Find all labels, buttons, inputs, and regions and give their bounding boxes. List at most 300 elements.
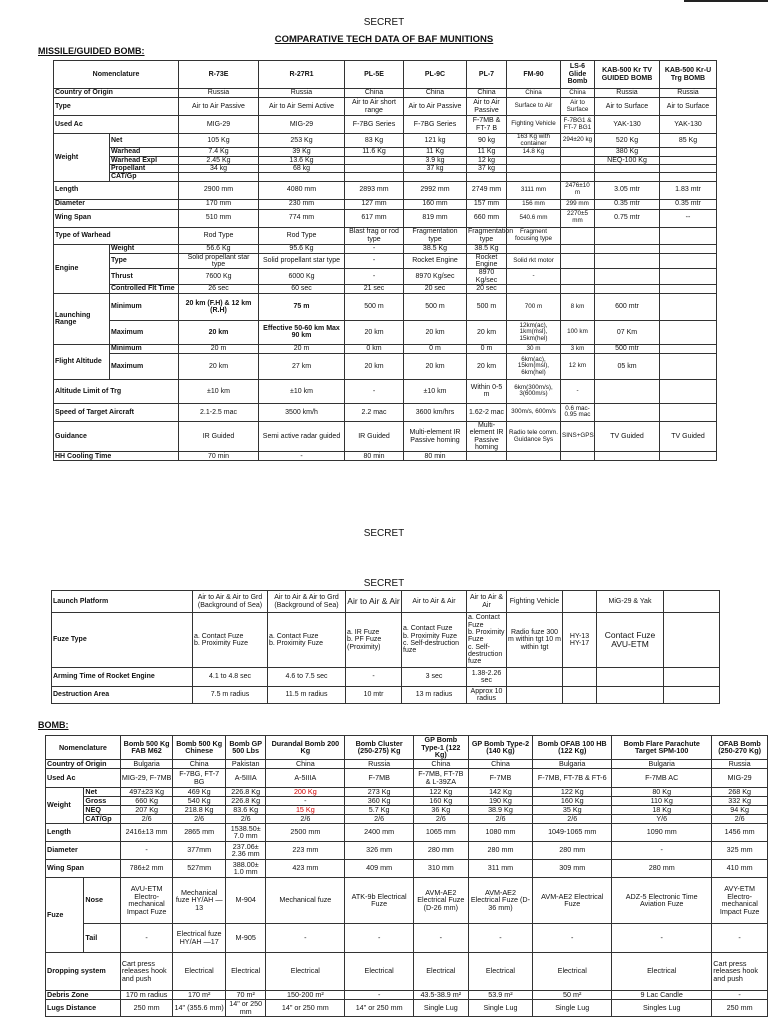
table-cell: MiG-29 & Yak xyxy=(597,591,664,613)
table-cell: 2900 mm xyxy=(179,181,259,199)
table-cell: Effective 50-60 km Max 90 km xyxy=(259,320,345,344)
table-cell: 37 kg xyxy=(467,164,507,172)
table-cell: ADZ-5 Electronic Time Aviation Fuze xyxy=(612,877,712,923)
table-cell: 70 m² xyxy=(225,990,265,999)
table-cell: a. Contact Fuze b. Proximity Fuze xyxy=(193,613,268,668)
table-cell xyxy=(561,284,595,293)
table-cell: 520 Kg xyxy=(595,134,660,148)
row-sub-label: Tail xyxy=(84,923,120,952)
table-cell: 660 mm xyxy=(467,209,507,227)
table-cell: 26 sec xyxy=(179,284,259,293)
table-cell: - xyxy=(507,269,561,285)
table-cell xyxy=(664,668,720,687)
row-label: Wing Span xyxy=(46,859,121,877)
table-cell: 3600 km/hrs xyxy=(404,403,467,421)
table-cell: 56.6 Kg xyxy=(179,244,259,253)
table-cell xyxy=(259,173,345,181)
table-cell: 53.9 m² xyxy=(468,990,533,999)
table-row xyxy=(54,156,717,164)
table-cell: 14.8 Kg xyxy=(507,148,561,156)
table-row xyxy=(46,759,768,768)
table-row xyxy=(46,768,768,787)
table-cell xyxy=(507,244,561,253)
table-cell: TV Guided xyxy=(595,421,660,451)
table-cell xyxy=(507,668,563,687)
table-cell: China xyxy=(266,759,345,768)
table-cell: 310 mm xyxy=(414,859,469,877)
table-cell: 83.6 Kg xyxy=(225,805,265,814)
row-label: Wing Span xyxy=(54,209,179,227)
table-row xyxy=(52,613,720,668)
table-cell: China xyxy=(468,759,533,768)
table-cell: 273 Kg xyxy=(345,787,414,796)
table-cell: 35 Kg xyxy=(533,805,612,814)
table-cell: Air to Air Passive xyxy=(467,98,507,116)
table-cell: Air to Air & Air to Grd (Background of Sea) xyxy=(268,591,346,613)
table-cell: 11.5 m radius xyxy=(268,687,346,704)
table-cell: 14" or 250 mm xyxy=(266,999,345,1016)
table-cell: Solid propellant star type xyxy=(259,253,345,269)
table-cell: TV Guided xyxy=(660,421,717,451)
table-cell: 38.5 Kg xyxy=(404,244,467,253)
table-cell: 190 Kg xyxy=(468,796,533,805)
row-sub-label: CAT/Gp xyxy=(110,173,179,181)
table-cell: 1065 mm xyxy=(414,823,469,841)
row-sub-label: Controlled Flt Time xyxy=(110,284,179,293)
table-cell: 7600 Kg xyxy=(179,269,259,285)
row-sub-label: Type xyxy=(110,253,179,269)
row-label: Country of Origin xyxy=(54,89,179,98)
table-cell: Contact Fuze AVU-ETM xyxy=(597,613,664,668)
table-cell xyxy=(561,269,595,285)
table-cell: 1.38-2.26 sec xyxy=(467,668,507,687)
table-cell: 600 mtr xyxy=(595,293,660,320)
table-cell: 280 mm xyxy=(414,841,469,859)
table-cell: - xyxy=(712,923,768,952)
table-header-cell: GP Bomb Type-1 (122 Kg) xyxy=(414,736,469,760)
table-cell: Air to Air Passive xyxy=(404,98,467,116)
table-cell: 156 mm xyxy=(507,199,561,209)
table-cell: Mechanical fuze HY/AH —13 xyxy=(173,877,226,923)
table-cell: 2/6 xyxy=(225,814,265,823)
table-cell: Bulgaria xyxy=(612,759,712,768)
table-cell: 1.62-2 mac xyxy=(467,403,507,421)
table-cell: 30 m xyxy=(507,344,561,353)
table-row xyxy=(54,320,717,344)
table-cell: 500 m xyxy=(404,293,467,320)
table-row xyxy=(46,787,768,796)
table-cell: Fragmentation type xyxy=(404,227,467,244)
row-group-label: Flight Altitude xyxy=(54,344,110,379)
classification-mid: SECRET xyxy=(363,528,405,539)
table-cell: 122 Kg xyxy=(533,787,612,796)
table-cell xyxy=(660,353,717,379)
row-group-label: Weight xyxy=(54,134,110,182)
table-cell: 20 sec xyxy=(404,284,467,293)
table-row xyxy=(54,209,717,227)
table-cell xyxy=(561,227,595,244)
table-cell xyxy=(595,227,660,244)
table-cell xyxy=(660,173,717,181)
missile-table xyxy=(53,60,717,461)
row-sub-label: Minimum xyxy=(110,293,179,320)
table-cell xyxy=(179,173,259,181)
table-cell: - xyxy=(266,796,345,805)
table-cell: 3 km xyxy=(561,344,595,353)
table-cell: Multi-element IR Passive homing xyxy=(404,421,467,451)
table-cell xyxy=(660,227,717,244)
table-header-cell: Bomb OFAB 100 HB (122 Kg) xyxy=(533,736,612,760)
table-cell: a. Contact Fuze b. Proximity Fuze c. Self-destruction fuze xyxy=(402,613,467,668)
table-cell: 20 km xyxy=(467,320,507,344)
row-label: Arming Time of Rocket Engine xyxy=(52,668,193,687)
table-cell: 83 Kg xyxy=(345,134,404,148)
table-cell: 07 Km xyxy=(595,320,660,344)
table-cell: YAK-130 xyxy=(660,116,717,134)
table-cell: Solid propellant star type xyxy=(179,253,259,269)
table-cell: Multi-element IR Passive homing xyxy=(467,421,507,451)
table-cell xyxy=(561,253,595,269)
row-sub-label: Nose xyxy=(84,877,120,923)
table-cell: 2/6 xyxy=(533,814,612,823)
table-cell: Rocket Engine xyxy=(467,253,507,269)
table-cell: Mechanical fuze xyxy=(266,877,345,923)
table-cell: Russia xyxy=(712,759,768,768)
table-cell: 170 m² xyxy=(173,990,226,999)
table-cell xyxy=(563,687,597,704)
table-cell: 170 m radius xyxy=(120,990,173,999)
table-cell: 4.6 to 7.5 sec xyxy=(268,668,346,687)
table-cell: Rocket Engine xyxy=(404,253,467,269)
table-cell: 27 km xyxy=(259,353,345,379)
table-cell xyxy=(467,452,507,461)
table-header-cell: Bomb GP 500 Lbs xyxy=(225,736,265,760)
table-cell: 2992 mm xyxy=(404,181,467,199)
table-cell: 05 km xyxy=(595,353,660,379)
row-label: Guidance xyxy=(54,421,179,451)
table-row xyxy=(46,990,768,999)
table-row xyxy=(46,859,768,877)
table-header-cell: R-27R1 xyxy=(259,61,345,89)
table-row xyxy=(46,814,768,823)
table-cell: Air to Air & Air xyxy=(467,591,507,613)
table-cell: 540.6 mm xyxy=(507,209,561,227)
table-cell: 3.05 mtr xyxy=(595,181,660,199)
table-cell: 280 mm xyxy=(612,859,712,877)
table-cell: 10 mtr xyxy=(346,687,402,704)
table-row xyxy=(54,89,717,98)
table-cell: F-7MB, FT-7B & L-39ZA xyxy=(414,768,469,787)
table-cell: 12km(ac), 1km(msl), 15km(hel) xyxy=(507,320,561,344)
table-cell xyxy=(507,452,561,461)
table-cell: 280 mm xyxy=(533,841,612,859)
table-cell: 2.45 Kg xyxy=(179,156,259,164)
table-cell xyxy=(561,173,595,181)
table-cell: 20 km (F.H) & 12 km (R.H) xyxy=(179,293,259,320)
table-cell xyxy=(595,403,660,421)
table-cell: F-7MB xyxy=(468,768,533,787)
table-cell: 14" (355.6 mm) xyxy=(173,999,226,1016)
table-cell: Single Lug xyxy=(468,999,533,1016)
table-cell: 0.35 mtr xyxy=(595,199,660,209)
table-cell: 11 Kg xyxy=(404,148,467,156)
table-cell: Electrical xyxy=(266,952,345,990)
table-cell: 20 km xyxy=(345,353,404,379)
table-cell xyxy=(597,668,664,687)
table-cell: Electrical xyxy=(345,952,414,990)
table-cell: 6km(ac), 15km(msl), 6km(hel) xyxy=(507,353,561,379)
table-row xyxy=(54,98,717,116)
row-label: Used Ac xyxy=(46,768,121,787)
table-cell: 95.6 Kg xyxy=(259,244,345,253)
table-cell: 311 mm xyxy=(468,859,533,877)
row-label: Fuze Type xyxy=(52,613,193,668)
table-cell: China xyxy=(507,89,561,98)
table-cell xyxy=(660,269,717,285)
table-cell: Electrical xyxy=(468,952,533,990)
table-cell: - xyxy=(345,253,404,269)
table-cell: 5.7 Kg xyxy=(345,805,414,814)
table-cell: 230 mm xyxy=(259,199,345,209)
table-cell: 21 sec xyxy=(345,284,404,293)
table-cell: 377mm xyxy=(173,841,226,859)
table-cell: Electrical xyxy=(225,952,265,990)
row-label: Diameter xyxy=(54,199,179,209)
table-cell: 2/6 xyxy=(173,814,226,823)
table-cell: - xyxy=(612,841,712,859)
table-cell: 12 km xyxy=(561,353,595,379)
table-cell: Electrical xyxy=(533,952,612,990)
table-cell xyxy=(660,293,717,320)
table-cell xyxy=(404,173,467,181)
table-row xyxy=(52,687,720,704)
table-cell: 20 km xyxy=(179,320,259,344)
table-row xyxy=(52,668,720,687)
table-cell: 510 mm xyxy=(179,209,259,227)
table-cell xyxy=(595,452,660,461)
table-cell: 94 Kg xyxy=(712,805,768,814)
table-cell: 300m/s, 600m/s xyxy=(507,403,561,421)
table-row xyxy=(54,173,717,181)
table-cell: 2476±10 m xyxy=(561,181,595,199)
table-cell: 8970 Kg/sec xyxy=(404,269,467,285)
table-cell: 11.6 Kg xyxy=(345,148,404,156)
table-cell: China xyxy=(345,89,404,98)
table-cell: - xyxy=(414,923,469,952)
table-cell: Electrical xyxy=(173,952,226,990)
section-bomb-title: BOMB: xyxy=(38,720,69,730)
table-cell: 0 m xyxy=(404,344,467,353)
table-cell: 80 min xyxy=(404,452,467,461)
table-header-cell: Nomenclature xyxy=(46,736,121,760)
table-cell: 2/6 xyxy=(712,814,768,823)
table-cell: Rod Type xyxy=(179,227,259,244)
row-sub-label: Warhead Expl xyxy=(110,156,179,164)
table-cell xyxy=(660,284,717,293)
table-cell: Y/6 xyxy=(612,814,712,823)
table-cell: 7.4 Kg xyxy=(179,148,259,156)
table-row xyxy=(54,284,717,293)
table-row xyxy=(46,952,768,990)
table-cell: 250 mm xyxy=(712,999,768,1016)
table-cell: 11 Kg xyxy=(467,148,507,156)
table-cell: 38.9 Kg xyxy=(468,805,533,814)
table-cell: 200 Kg xyxy=(266,787,345,796)
table-cell: SINS+GPS xyxy=(561,421,595,451)
table-cell: Air to Air & Air xyxy=(402,591,467,613)
table-header-cell: LS-6 Glide Bomb xyxy=(561,61,595,89)
table-cell: AVM-AE2 Electrical Fuze (D-36 mm) xyxy=(468,877,533,923)
table-cell xyxy=(507,164,561,172)
table-header-cell: Bomb 500 Kg Chinese xyxy=(173,736,226,760)
table-cell: Air to Air Passive xyxy=(179,98,259,116)
table-cell: F-7BG1 & FT-7 BG1 xyxy=(561,116,595,134)
table-cell: 20 km xyxy=(404,320,467,344)
table-cell: China xyxy=(173,759,226,768)
table-cell: 14" or 250 mm xyxy=(225,999,265,1016)
row-label: Country of Origin xyxy=(46,759,121,768)
table-cell: F-7BG, FT-7 BG xyxy=(173,768,226,787)
table-cell: 150-200 m² xyxy=(266,990,345,999)
table-cell xyxy=(561,244,595,253)
table-cell xyxy=(595,253,660,269)
table-cell: YAK-130 xyxy=(595,116,660,134)
section-missile-title: MISSILE/GUIDED BOMB: xyxy=(38,46,145,56)
table-cell xyxy=(664,613,720,668)
table-cell: Single Lug xyxy=(414,999,469,1016)
table-header-cell: Bomb 500 Kg FAB M62 xyxy=(120,736,173,760)
table-cell: Fighting Vehicle xyxy=(507,116,561,134)
table-cell: 700 m xyxy=(507,293,561,320)
row-group-label: Engine xyxy=(54,244,110,293)
table-cell: 20 km xyxy=(467,353,507,379)
table-cell: M-905 xyxy=(225,923,265,952)
row-label: Length xyxy=(46,823,121,841)
table-cell: 2.1-2.5 mac xyxy=(179,403,259,421)
table-cell xyxy=(563,591,597,613)
table-cell: 0.6 mac-0.95 mac xyxy=(561,403,595,421)
table-header-cell: Bomb Cluster (250-275) Kg xyxy=(345,736,414,760)
table-row xyxy=(46,841,768,859)
table-cell xyxy=(664,591,720,613)
table-cell: - xyxy=(346,668,402,687)
table-cell: - xyxy=(561,379,595,403)
table-row xyxy=(54,379,717,403)
table-cell: F-7MB AC xyxy=(612,768,712,787)
table-cell: 332 Kg xyxy=(712,796,768,805)
bomb-table xyxy=(45,735,768,1017)
table-cell: Pakistan xyxy=(225,759,265,768)
table-cell: 223 mm xyxy=(266,841,345,859)
table-row xyxy=(54,164,717,172)
table-cell: 34 kg xyxy=(179,164,259,172)
table-cell: 380 Kg xyxy=(595,148,660,156)
table-cell: 0 km xyxy=(345,344,404,353)
table-cell: a. Contact Fuze b. Proximity Fuze c. Self-destruction fuze xyxy=(467,613,507,668)
table-cell: - xyxy=(345,379,404,403)
table-header-cell: GP Bomb Type-2 (140 Kg) xyxy=(468,736,533,760)
table-cell: - xyxy=(612,923,712,952)
table-cell: Fragmentation type xyxy=(468,228,514,243)
table-cell: - xyxy=(345,923,414,952)
table-cell xyxy=(660,403,717,421)
table-cell: 268 Kg xyxy=(712,787,768,796)
table-cell: A-5IIIA xyxy=(225,768,265,787)
table-row xyxy=(54,244,717,253)
row-sub-label: Maximum xyxy=(110,320,179,344)
table-cell: 0 m xyxy=(467,344,507,353)
table-cell: Air to Air & Air xyxy=(346,591,402,613)
table-cell: 70 min xyxy=(179,452,259,461)
table-cell: 660 Kg xyxy=(120,796,173,805)
table-cell: 122 Kg xyxy=(414,787,469,796)
table-header-cell: PL-9C xyxy=(404,61,467,89)
table-cell xyxy=(664,687,720,704)
table-cell: 1080 mm xyxy=(468,823,533,841)
table-cell xyxy=(561,148,595,156)
table-cell: Radio fuze 300 m within tgt 10 m within tgt xyxy=(507,613,563,668)
row-sub-label: Net xyxy=(110,134,179,148)
table-cell: 9 Lac Candle xyxy=(612,990,712,999)
row-label: Launch Platform xyxy=(52,591,193,613)
table-cell xyxy=(595,244,660,253)
table-cell: 2270±5 mm xyxy=(561,209,595,227)
table-cell: Solid rkt motor xyxy=(507,253,561,269)
table-cell: Russia xyxy=(179,89,259,98)
table-cell: 2/6 xyxy=(345,814,414,823)
table-cell: MIG-29 xyxy=(259,116,345,134)
table-cell: F-7BG Series xyxy=(404,116,467,134)
table-cell: Singles Lug xyxy=(612,999,712,1016)
table-cell: 15 Kg xyxy=(266,805,345,814)
table-cell: ±10 km xyxy=(259,379,345,403)
row-sub-label: Net xyxy=(84,787,120,796)
table-row xyxy=(54,253,717,269)
table-cell: 170 mm xyxy=(179,199,259,209)
row-label: Speed of Target Aircraft xyxy=(54,403,179,421)
table-cell xyxy=(507,687,563,704)
table-cell: 0.75 mtr xyxy=(595,209,660,227)
table-cell: Russia xyxy=(345,759,414,768)
table-cell xyxy=(660,253,717,269)
classification-top: SECRET xyxy=(363,17,405,28)
table-cell: 2500 mm xyxy=(266,823,345,841)
table-cell: 1456 mm xyxy=(712,823,768,841)
table-cell xyxy=(561,156,595,164)
table-cell: Radio tele comm. Guidance Sys xyxy=(507,421,561,451)
table-cell: Approx 10 radius xyxy=(467,687,507,704)
table-cell: - xyxy=(345,269,404,285)
table-cell: NEQ-100 Kg xyxy=(595,156,660,164)
table-cell: 127 mm xyxy=(345,199,404,209)
table-cell: 226.8 Kg xyxy=(225,796,265,805)
table-cell: 410 mm xyxy=(712,859,768,877)
table-header-cell: OFAB Bomb (250-270 Kg) xyxy=(712,736,768,760)
table-cell xyxy=(660,164,717,172)
classification-page2: SECRET xyxy=(363,578,405,589)
table-cell: Electrical xyxy=(612,952,712,990)
table-header-cell: KAB-500 Kr-U Trg BOMB xyxy=(660,61,717,89)
table-cell: 163 Kg with container xyxy=(507,134,561,148)
table-cell: 13.6 Kg xyxy=(259,156,345,164)
table-cell: 3.9 kg xyxy=(404,156,467,164)
table-cell xyxy=(595,173,660,181)
table-cell: 2/6 xyxy=(266,814,345,823)
table-cell: 527mm xyxy=(173,859,226,877)
table-cell: 142 Kg xyxy=(468,787,533,796)
table-cell: ±10 km xyxy=(179,379,259,403)
table-cell: A-5IIIA xyxy=(266,768,345,787)
